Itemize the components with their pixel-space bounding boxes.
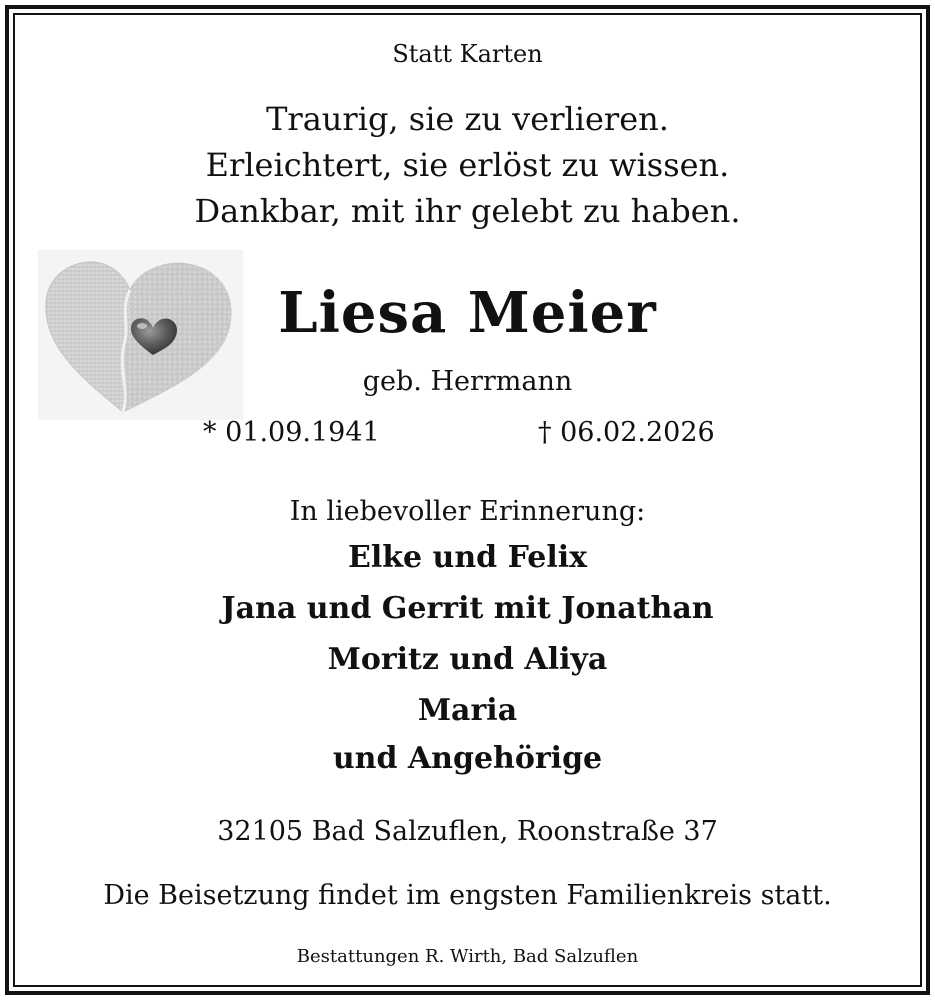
remembrance-intro: In liebevoller Erinnerung: [289, 496, 646, 527]
mourner-line-2: Jana und Gerrit mit Jonathan [221, 591, 714, 626]
mourner-line-3: Moritz und Aliya [327, 642, 608, 677]
mourner-line-4: Maria [417, 693, 518, 728]
mourner-line-5: und Angehörige [332, 741, 603, 776]
address: 32105 Bad Salzuflen, Roonstraße 37 [217, 816, 718, 847]
birth-date: * 01.09.1941 [203, 417, 380, 448]
verse-line-3: Dankbar, mit ihr gelebt zu haben. [194, 192, 741, 230]
verse-line-1: Traurig, sie zu verlieren. [266, 100, 669, 138]
mourner-line-1: Elke und Felix [347, 540, 588, 575]
death-date: † 06.02.2026 [538, 417, 715, 448]
verse-line-2: Erleichtert, sie erlöst zu wissen. [205, 146, 730, 184]
funeral-note: Die Beisetzung findet im engsten Familienkreis statt. [103, 880, 832, 911]
birth-name: geb. Herrmann [362, 366, 573, 397]
deceased-name: Liesa Meier [278, 280, 657, 346]
statt-karten-header: Statt Karten [392, 40, 543, 68]
funeral-home: Bestattungen R. Wirth, Bad Salzuflen [296, 946, 639, 967]
